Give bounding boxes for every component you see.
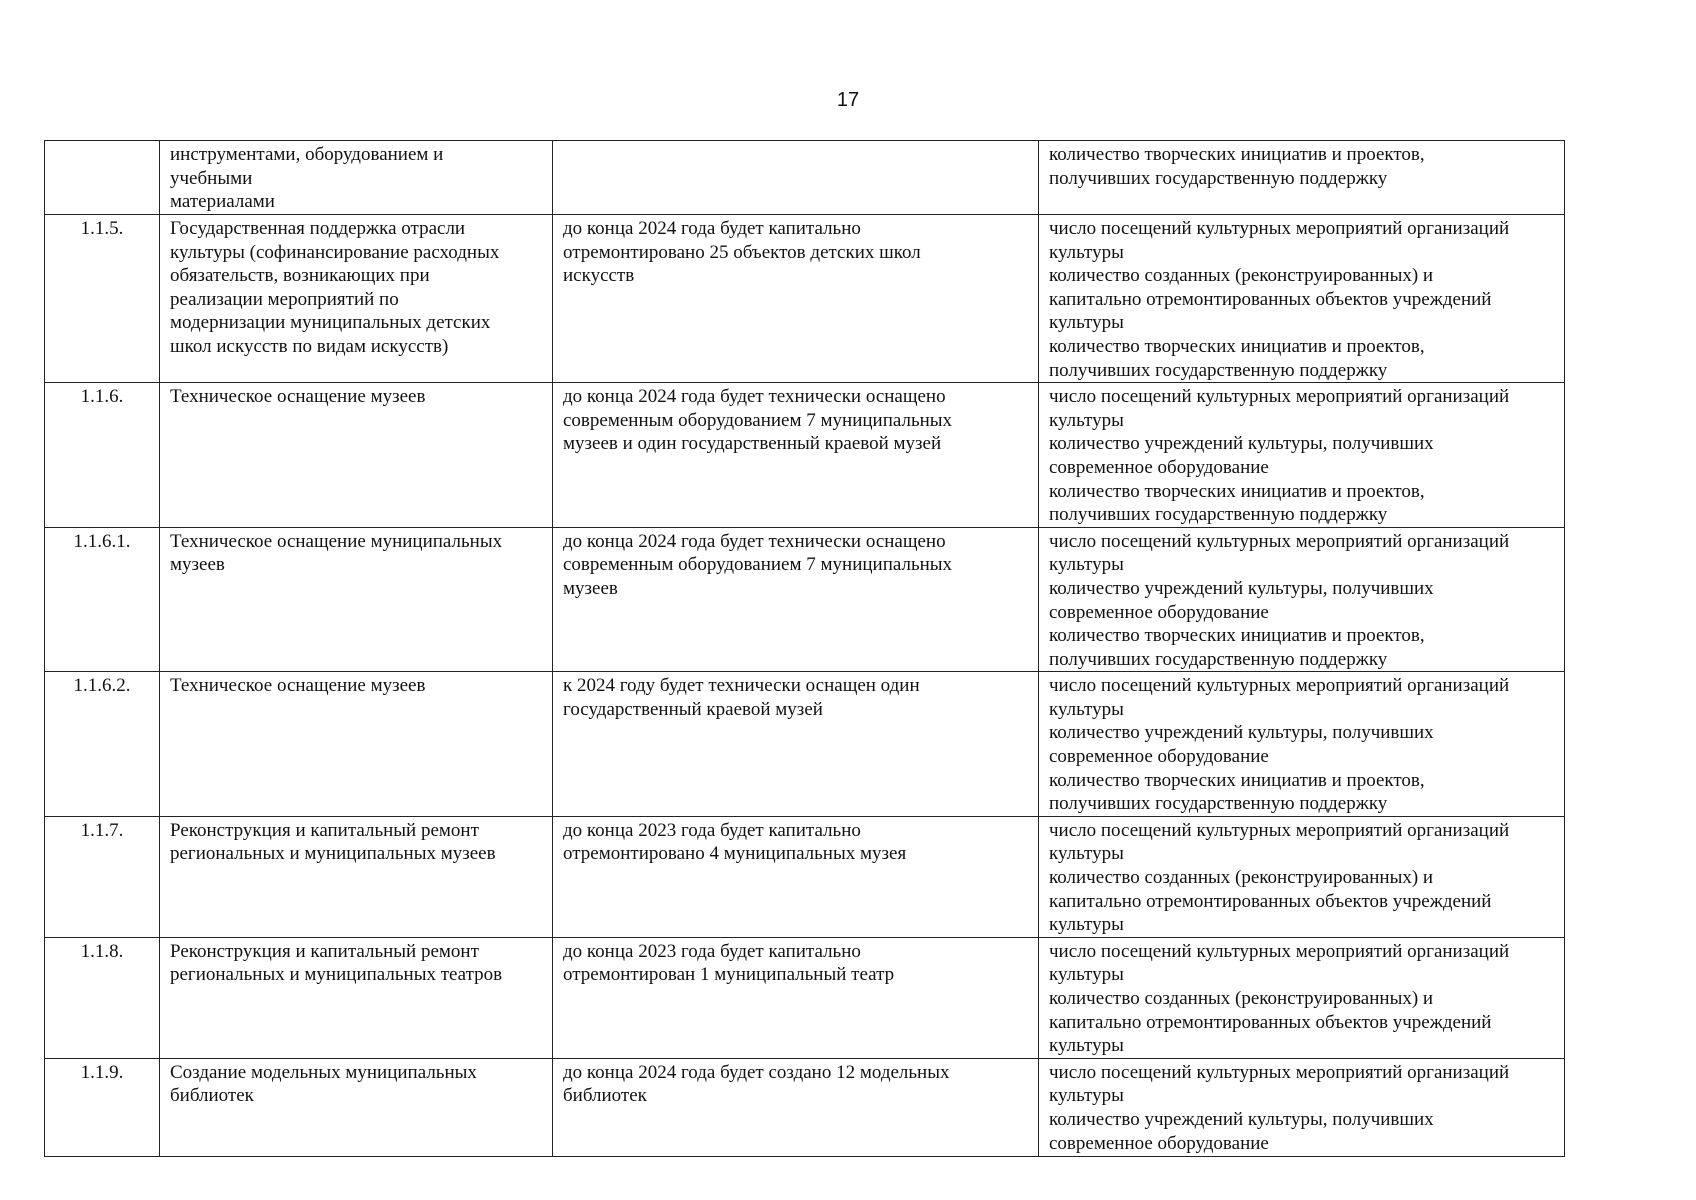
cell-text-line: количество учреждений культуры, получивших (1049, 722, 1434, 744)
cell-text-line: количество творческих инициатив и проектов, (1049, 335, 1425, 357)
cell-text-line: культуры (1049, 1085, 1124, 1107)
expected-result-cell (553, 383, 1039, 528)
row-number: 1.1.6.2. (73, 675, 131, 697)
measure-name-cell (160, 215, 553, 383)
cell-text-line: число посещений культурных мероприятий организаций (1049, 940, 1510, 962)
cell-text-line: капитально отремонтированных объектов учреждений (1049, 890, 1492, 912)
cell-text-line: культуры (1049, 554, 1124, 576)
table-row (45, 527, 1565, 672)
measure-name-cell (160, 1058, 553, 1156)
cell-text-line: музеев и один государственный краевой музей (563, 433, 942, 455)
cell-text-line: капитально отремонтированных объектов учреждений (1049, 1011, 1492, 1033)
cell-text-line: отремонтирован 1 муниципальный театр (563, 964, 895, 986)
table-row (45, 141, 1565, 215)
cell-text-line: до конца 2024 года будет технически оснащено (563, 386, 946, 408)
cell-text-line: культуры (1049, 1035, 1124, 1057)
indicators-cell (1039, 1058, 1565, 1156)
cell-text-line: культуры (софинансирование расходных (170, 241, 500, 263)
row-number: 1.1.6.1. (73, 530, 131, 552)
cell-text-line: материалами (170, 191, 275, 213)
cell-text-line: число посещений культурных мероприятий организаций (1049, 386, 1510, 408)
row-number-cell (45, 383, 160, 528)
row-number-cell (45, 215, 160, 383)
cell-text-line: культуры (1049, 964, 1124, 986)
cell-text-line: современное оборудование (1049, 601, 1269, 623)
expected-result-cell (553, 527, 1039, 672)
table-row (45, 816, 1565, 937)
measures-table-body (45, 141, 1565, 1157)
cell-text-line: современное оборудование (1049, 1132, 1269, 1154)
cell-text-line: количество созданных (реконструированных) и (1049, 867, 1434, 889)
table-row (45, 937, 1565, 1058)
expected-result-cell (553, 215, 1039, 383)
row-number: 1.1.8. (80, 940, 124, 962)
cell-text-line: до конца 2023 года будет капитально (563, 940, 861, 962)
measure-name-cell (160, 937, 553, 1058)
row-number: 1.1.6. (80, 386, 124, 408)
cell-text-line: количество творческих инициатив и проектов, (1049, 769, 1425, 791)
cell-text-line: инструментами, оборудованием и (170, 144, 444, 165)
cell-text-line: число посещений культурных мероприятий организаций (1049, 675, 1510, 697)
cell-text-line: современным оборудованием 7 муниципальных (563, 409, 953, 431)
measures-table (44, 140, 1565, 1157)
cell-text-line: до конца 2023 года будет капитально (563, 819, 861, 841)
cell-text-line: региональных и муниципальных театров (170, 964, 503, 986)
cell-text-line: культуры (1049, 843, 1124, 865)
cell-text-line: культуры (1049, 241, 1124, 263)
cell-text-line: до конца 2024 года будет создано 12 модельных (563, 1061, 950, 1083)
indicators-cell (1039, 937, 1565, 1058)
cell-text-line: культуры (1049, 409, 1124, 431)
expected-result-cell (553, 1058, 1039, 1156)
expected-result-cell (553, 141, 1039, 215)
row-number-cell (45, 1058, 160, 1156)
cell-text-line: Государственная поддержка отрасли (170, 218, 466, 239)
cell-text-line: музеев (563, 577, 618, 599)
cell-text-line: количество учреждений культуры, получивших (1049, 433, 1434, 455)
cell-text-line: Техническое оснащение муниципальных (170, 530, 503, 552)
page-number: 17 (836, 89, 860, 111)
cell-text-line: современным оборудованием 7 муниципальных (563, 554, 953, 576)
cell-text-line: искусств (563, 265, 635, 287)
indicators-cell (1039, 215, 1565, 383)
row-number: 1.1.7. (80, 819, 124, 841)
cell-text-line: современное оборудование (1049, 456, 1269, 478)
cell-text-line: культуры (1049, 698, 1124, 720)
cell-text-line: библиотек (170, 1085, 254, 1107)
cell-text-line: количество учреждений культуры, получивших (1049, 577, 1434, 599)
cell-text-line: модернизации муниципальных детских (170, 312, 491, 334)
cell-text-line: число посещений культурных мероприятий организаций (1049, 1061, 1510, 1083)
cell-text-line: количество творческих инициатив и проектов, (1049, 144, 1425, 165)
cell-text-line: до конца 2024 года будет технически оснащено (563, 530, 946, 552)
cell-text-line: количество творческих инициатив и проектов, (1049, 480, 1425, 502)
row-number: 1.1.5. (80, 218, 124, 239)
row-number: 1.1.9. (80, 1061, 124, 1083)
table-row (45, 215, 1565, 383)
expected-result-cell (553, 672, 1039, 817)
cell-text-line: музеев (170, 554, 225, 576)
cell-text-line: Реконструкция и капитальный ремонт (170, 940, 479, 962)
cell-text-line: число посещений культурных мероприятий организаций (1049, 218, 1510, 239)
cell-text-line: государственный краевой музей (563, 698, 823, 720)
expected-result-cell (553, 816, 1039, 937)
table-row (45, 1058, 1565, 1156)
cell-text-line: к 2024 году будет технически оснащен один (563, 675, 920, 697)
row-number-cell (45, 672, 160, 817)
cell-text-line: число посещений культурных мероприятий организаций (1049, 530, 1510, 552)
cell-text-line: культуры (1049, 312, 1124, 334)
cell-text-line: капитально отремонтированных объектов учреждений (1049, 288, 1492, 310)
indicators-cell (1039, 141, 1565, 215)
cell-text-line: получивших государственную поддержку (1049, 359, 1388, 381)
row-number-cell (45, 141, 160, 215)
indicators-cell (1039, 527, 1565, 672)
indicators-cell (1039, 672, 1565, 817)
cell-text-line: число посещений культурных мероприятий организаций (1049, 819, 1510, 841)
measure-name-cell (160, 672, 553, 817)
row-number-cell (45, 527, 160, 672)
cell-text-line: получивших государственную поддержку (1049, 504, 1388, 526)
cell-text-line: отремонтировано 4 муниципальных музея (563, 843, 907, 865)
row-number-cell (45, 816, 160, 937)
measure-name-cell (160, 816, 553, 937)
cell-text-line: получивших государственную поддержку (1049, 793, 1388, 815)
cell-text-line: количество творческих инициатив и проектов, (1049, 625, 1425, 647)
cell-text-line: реализации мероприятий по (170, 288, 399, 310)
cell-text-line: школ искусств по видам искусств) (170, 335, 449, 357)
cell-text-line: обязательств, возникающих при (170, 265, 430, 287)
cell-text-line: Реконструкция и капитальный ремонт (170, 819, 479, 841)
measure-name-cell (160, 141, 553, 215)
cell-text-line: библиотек (563, 1085, 647, 1107)
indicators-cell (1039, 816, 1565, 937)
cell-text-line: получивших государственную поддержку (1049, 648, 1388, 670)
cell-text-line: Техническое оснащение музеев (170, 675, 426, 697)
cell-text-line: количество созданных (реконструированных) и (1049, 265, 1434, 287)
cell-text-line: региональных и муниципальных музеев (170, 843, 496, 865)
indicators-cell (1039, 383, 1565, 528)
cell-text-line: современное оборудование (1049, 746, 1269, 768)
table-row (45, 672, 1565, 817)
cell-text-line: Создание модельных муниципальных (170, 1061, 477, 1083)
cell-text-line: учебными (170, 167, 253, 189)
cell-text-line: до конца 2024 года будет капитально (563, 218, 861, 239)
cell-text-line: получивших государственную поддержку (1049, 167, 1388, 189)
cell-text-line: Техническое оснащение музеев (170, 386, 426, 408)
cell-text-line: культуры (1049, 914, 1124, 936)
expected-result-cell (553, 937, 1039, 1058)
cell-text-line: количество учреждений культуры, получивших (1049, 1108, 1434, 1130)
cell-text-line: отремонтировано 25 объектов детских школ (563, 241, 921, 263)
measure-name-cell (160, 527, 553, 672)
row-number-cell (45, 937, 160, 1058)
measure-name-cell (160, 383, 553, 528)
cell-text-line: количество созданных (реконструированных) и (1049, 988, 1434, 1009)
table-row (45, 383, 1565, 528)
